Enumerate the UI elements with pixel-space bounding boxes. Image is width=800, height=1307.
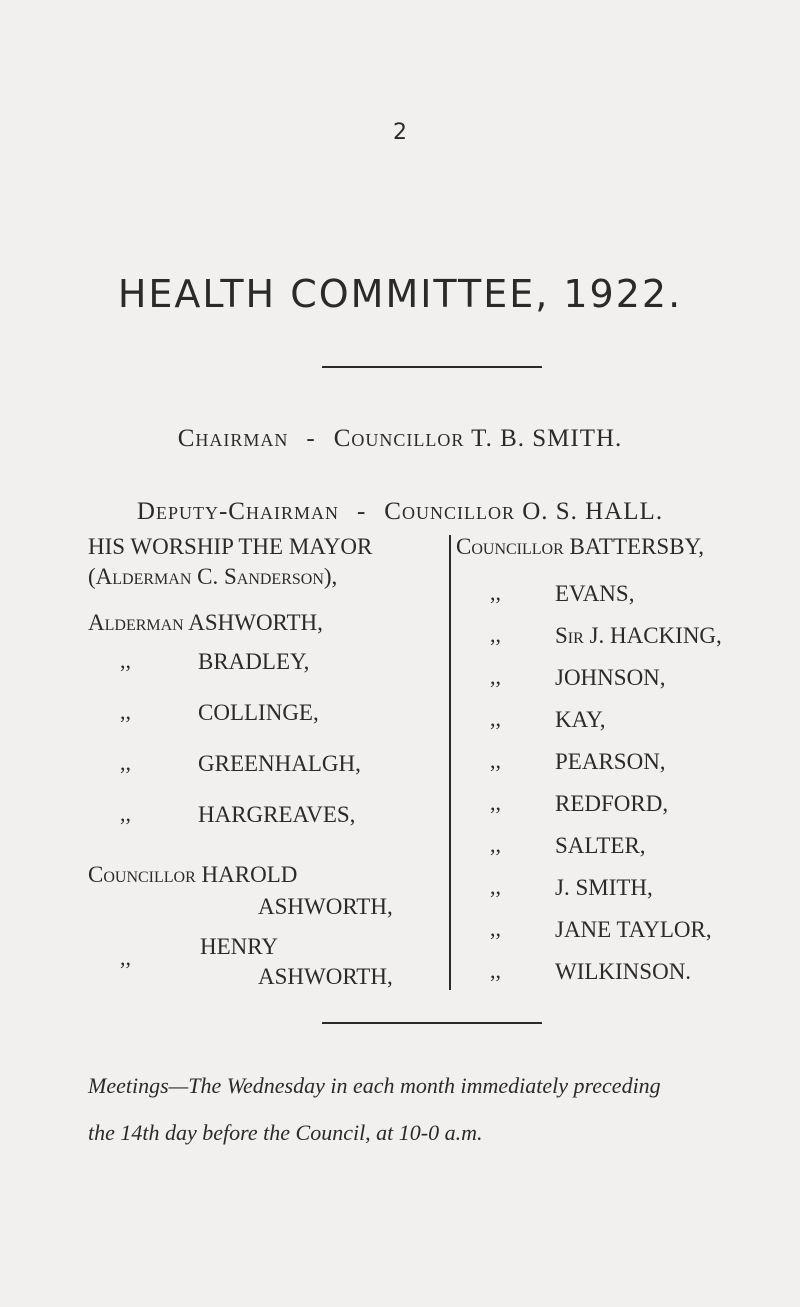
member-name: JOHNSON, <box>555 665 666 690</box>
member-name: J. HACKING, <box>589 623 722 648</box>
member-name: SALTER, <box>555 833 646 858</box>
ditto-mark: ,, <box>490 622 501 647</box>
councillor-entry <box>0 666 800 692</box>
councillor-entry <box>0 876 800 902</box>
mayor-line-2: (Alderman C. Sanderson), <box>88 564 338 589</box>
deputy-chairman-line <box>0 498 800 526</box>
ditto-mark: ,, <box>120 648 131 673</box>
page-title: HEALTH COMMITTEE, 1922. <box>117 272 683 316</box>
ditto-mark: ,, <box>120 699 131 724</box>
deputy-chairman-name: Councillor O. S. HALL. <box>384 498 664 525</box>
ditto-mark: ,, <box>490 790 501 815</box>
member-name-continued: ASHWORTH, <box>258 964 393 989</box>
member-name: COLLINGE, <box>198 700 319 725</box>
deputy-chairman-dash: - <box>356 498 367 525</box>
meetings-note-line-1: Meetings—The Wednesday in each month immediately preceding <box>88 1073 661 1098</box>
councillor-title: Councillor <box>456 534 564 559</box>
divider-bottom <box>322 1022 542 1024</box>
councillor-entry <box>0 834 800 860</box>
member-name: BATTERSBY, <box>569 534 704 559</box>
member-name: JANE TAYLOR, <box>555 917 712 942</box>
member-name: BRADLEY, <box>198 649 310 674</box>
councillor-entry <box>0 958 800 989</box>
member-name: HAROLD <box>201 862 298 887</box>
member-name: ASHWORTH, <box>188 610 323 635</box>
councillor-entry-first <box>456 535 704 558</box>
member-name: WILKINSON. <box>555 959 692 984</box>
chairman-line <box>0 425 800 453</box>
member-name: EVANS, <box>555 581 635 606</box>
councillor-entry <box>0 918 800 944</box>
sir-title: Sir <box>555 623 584 648</box>
alderman-title: Alderman <box>88 610 184 635</box>
councillor-entry <box>0 792 800 818</box>
member-name: REDFORD, <box>555 791 669 816</box>
councillor-title: Councillor <box>88 862 196 887</box>
ditto-mark: ,, <box>490 874 501 899</box>
member-name: PEARSON, <box>555 749 666 774</box>
member-name: GREENHALGH, <box>198 751 361 776</box>
chairman-dash: - <box>306 425 316 452</box>
meetings-note-line-2: the 14th day before the Council, at 10-0 a.m. <box>88 1120 483 1145</box>
page-number: 2 <box>393 120 407 145</box>
member-name: J. SMITH, <box>555 875 653 900</box>
chairman-name: Councillor T. B. SMITH. <box>333 425 623 452</box>
ditto-mark: ,, <box>490 706 501 731</box>
member-name: KAY, <box>555 707 606 732</box>
member-name: HENRY <box>200 934 278 959</box>
ditto-mark: ,, <box>490 664 501 689</box>
ditto-mark: ,, <box>490 580 501 605</box>
ditto-mark: ,, <box>490 748 501 773</box>
ditto-mark: ,, <box>120 945 131 970</box>
member-name: HARGREAVES, <box>198 802 356 827</box>
mayor-line-1: HIS WORSHIP THE MAYOR <box>88 534 373 559</box>
councillor-entry <box>0 708 800 734</box>
ditto-mark: ,, <box>490 916 501 941</box>
deputy-chairman-role: Deputy-Chairman <box>136 498 339 525</box>
councillor-entry <box>0 750 800 776</box>
divider-top <box>322 366 542 368</box>
ditto-mark: ,, <box>490 958 501 983</box>
chairman-role: Chairman <box>177 425 289 452</box>
ditto-mark: ,, <box>120 801 131 826</box>
councillor-entry <box>0 624 800 650</box>
ditto-mark: ,, <box>490 832 501 857</box>
councillor-entry <box>0 582 800 608</box>
member-name-with-title <box>555 624 722 647</box>
ditto-mark: ,, <box>120 750 131 775</box>
member-name-continued: ASHWORTH, <box>258 894 393 919</box>
